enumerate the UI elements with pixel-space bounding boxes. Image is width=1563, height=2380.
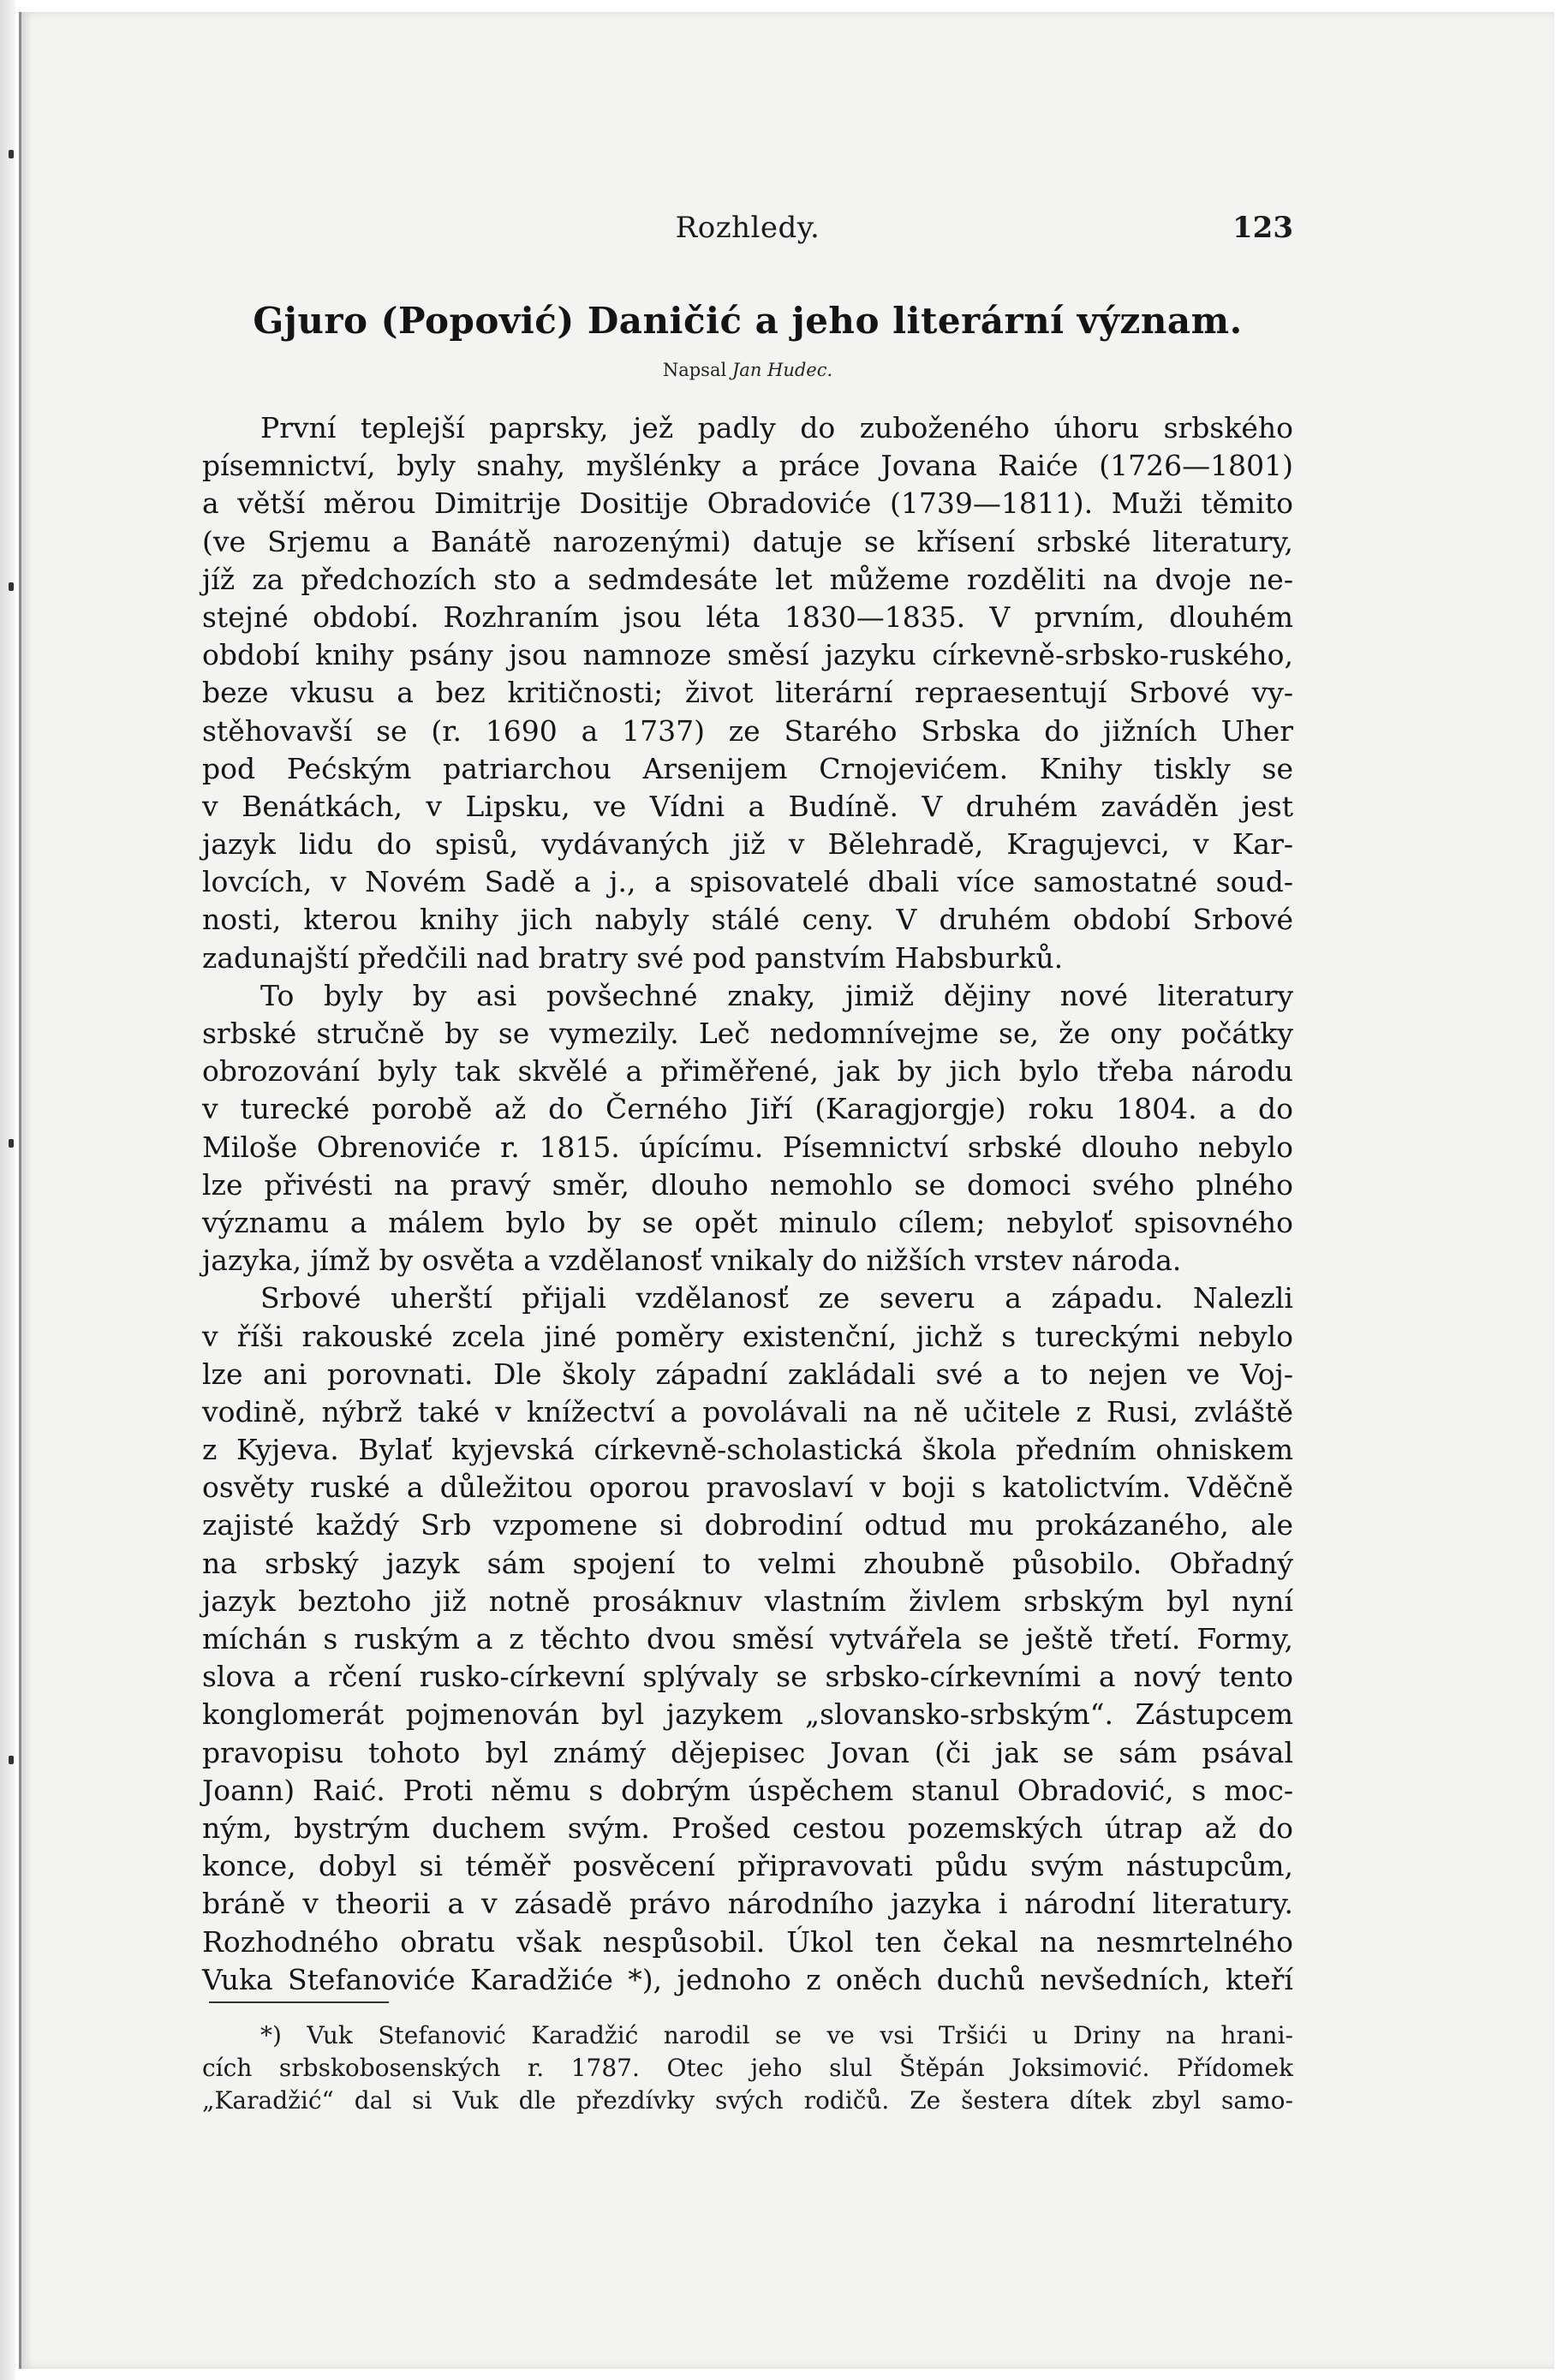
- text-line: Miloše Obrenoviće r. 1815. úpícímu. Písemnictví srbské dlouho nebylo: [202, 1130, 1293, 1164]
- body-text: [202, 409, 1293, 1999]
- text-line: To byly by asi povšechné znaky, jimiž dějiny nové literatury: [260, 978, 1293, 1012]
- text-line: jazyk beztoho již notně prosáknuv vlastním živlem srbským byl nyní: [202, 1584, 1293, 1618]
- text-line: konce, dobyl si téměř posvěcení připravovati půdu svým nástupcům,: [202, 1849, 1293, 1883]
- byline-prefix: Napsal: [662, 360, 727, 380]
- footnote-line: cích srbskobosenských r. 1787. Otec jeho slul Štěpán Joksimović. Přídomek: [202, 2054, 1293, 2082]
- text-line: konglomerát pojmenován byl jazykem „slovansko-srbským“. Zástupcem: [202, 1697, 1293, 1732]
- text-line: jíž za předchozích sto a sedmdesáte let můžeme rozděliti na dvoje ne-: [202, 562, 1293, 596]
- text-line: pod Pećským patriarchou Arsenijem Crnojevićem. Knihy tiskly se: [202, 751, 1293, 785]
- margin-mark: [9, 150, 14, 158]
- text-line: písemnictví, byly snahy, myšlénky a práce Jovana Raiće (1726—1801): [202, 449, 1293, 483]
- footnote-rule: [209, 2001, 389, 2003]
- running-head-title: Rozhledy.: [675, 211, 820, 245]
- running-head: [202, 211, 1293, 248]
- text-line: obrozování byly tak skvělé a přiměřené, jak by jich bylo třeba národu: [202, 1054, 1293, 1089]
- text-line: významu a málem bylo by se opět minulo cílem; nebyloť spisovného: [202, 1205, 1293, 1239]
- byline: [202, 360, 1293, 380]
- text-line: ným, bystrým duchem svým. Prošed cestou pozemských útrap až do: [202, 1810, 1293, 1845]
- footnote-line: *) Vuk Stefanović Karadžić narodil se ve vsi Tršići u Driny na hrani-: [260, 2021, 1293, 2049]
- text-line: Vuka Stefanoviće Karadžiće *), jednoho z oněch duchů nevšedních, kteří: [202, 1962, 1293, 1996]
- author-name: Jan Hudec.: [731, 360, 833, 380]
- footnote-line: „Karadžić“ dal si Vuk dle přezdívky svých rodičů. Ze šestera dítek zbyl samo-: [202, 2086, 1293, 2115]
- text-line: (ve Srjemu a Banátě narozenými) datuje se křísení srbské literatury,: [202, 524, 1293, 558]
- text-line: na srbský jazyk sám spojení to velmi zhoubně působilo. Obřadný: [202, 1546, 1293, 1580]
- margin-mark: [9, 1756, 14, 1764]
- text-line: míchán s ruským a z těchto dvou směsí vytvářela se ještě třetí. Formy,: [202, 1622, 1293, 1655]
- text-line: v turecké porobě až do Černého Jiří (Karagjorgje) roku 1804. a do: [202, 1092, 1293, 1126]
- text-line: období knihy psány jsou namnoze směsí jazyku církevně-srbsko-ruského,: [202, 638, 1293, 672]
- page-number: 123: [1232, 211, 1293, 245]
- text-line: nosti, kterou knihy jich nabyly stálé ceny. V druhém období Srbové: [202, 903, 1293, 937]
- text-line: vodině, nýbrž také v knížectví a povolávali na ně učitele z Rusi, zvláště: [202, 1394, 1293, 1429]
- margin-mark: [9, 582, 14, 591]
- text-line: První teplejší paprsky, jež padly do zuboženého úhoru srbského: [260, 411, 1293, 444]
- text-line: Rozhodného obratu však nespůsobil. Úkol ten čekal na nesmrtelného: [202, 1924, 1293, 1959]
- margin-mark: [9, 1139, 14, 1148]
- text-line: zadunajští předčili nad bratry své pod panstvím Habsburků.: [202, 940, 1064, 975]
- text-line: pravopisu tohoto byl známý dějepisec Jovan (či jak se sám psával: [202, 1735, 1293, 1769]
- text-line: Joann) Raić. Proti němu s dobrým úspěchem stanul Obradović, s moc-: [202, 1773, 1293, 1807]
- text-line: v Benátkách, v Lipsku, ve Vídni a Budíně. V druhém zaváděn jest: [202, 789, 1293, 823]
- text-line: v říši rakouské zcela jiné poměry existenční, jichž s tureckými nebylo: [202, 1319, 1293, 1353]
- text-line: bráně v theorii a v zásadě právo národního jazyka i národní literatury.: [202, 1887, 1293, 1921]
- text-line: lovcích, v Novém Sadě a j., a spisovatelé dbali více samostatné soud-: [202, 865, 1293, 899]
- text-line: lze přivésti na pravý směr, dlouho nemohlo se domoci svého plného: [202, 1167, 1293, 1202]
- text-line: lze ani porovnati. Dle školy západní zakládali své a to nejen ve Voj-: [202, 1357, 1293, 1391]
- text-line: slova a rčení rusko-církevní splývaly se srbsko-církevními a nový tento: [202, 1660, 1293, 1694]
- text-line: jazyka, jímž by osvěta a vzdělanosť vnikaly do nižších vrstev národa.: [202, 1244, 1182, 1278]
- text-line: z Kyjeva. Bylať kyjevská církevně-scholastická škola předním ohniskem: [202, 1433, 1293, 1467]
- text-line: osvěty ruské a důležitou oporou pravoslaví v boji s katolictvím. Vděčně: [202, 1470, 1293, 1505]
- text-line: a větší měrou Dimitrije Dositije Obradoviće (1739—1811). Muži těmito: [202, 486, 1293, 521]
- text-line: beze vkusu a bez kritičnosti; život literární repraesentují Srbové vy-: [202, 676, 1293, 710]
- text-line: stejné období. Rozhraním jsou léta 1830—1835. V prvním, dlouhém: [202, 599, 1293, 634]
- article-title: Gjuro (Popović) Daničić a jeho literární význam.: [253, 300, 1243, 342]
- text-line: Srbové uherští přijali vzdělanosť ze severu a západu. Nalezli: [260, 1281, 1293, 1315]
- text-line: jazyk lidu do spisů, vydávaných již v Bělehradě, Kragujevci, v Kar-: [202, 827, 1293, 862]
- text-line: stěhovavší se (r. 1690 a 1737) ze Starého Srbska do jižních Uher: [202, 713, 1293, 748]
- footnotes: [202, 2019, 1293, 2117]
- scan-edge: [0, 0, 15, 2380]
- text-line: zajisté každý Srb vzpomene si dobrodiní odtud mu prokázaného, ale: [202, 1508, 1293, 1542]
- text-line: srbské stručně by se vymezily. Leč nedomnívejme se, že ony počátky: [202, 1017, 1293, 1050]
